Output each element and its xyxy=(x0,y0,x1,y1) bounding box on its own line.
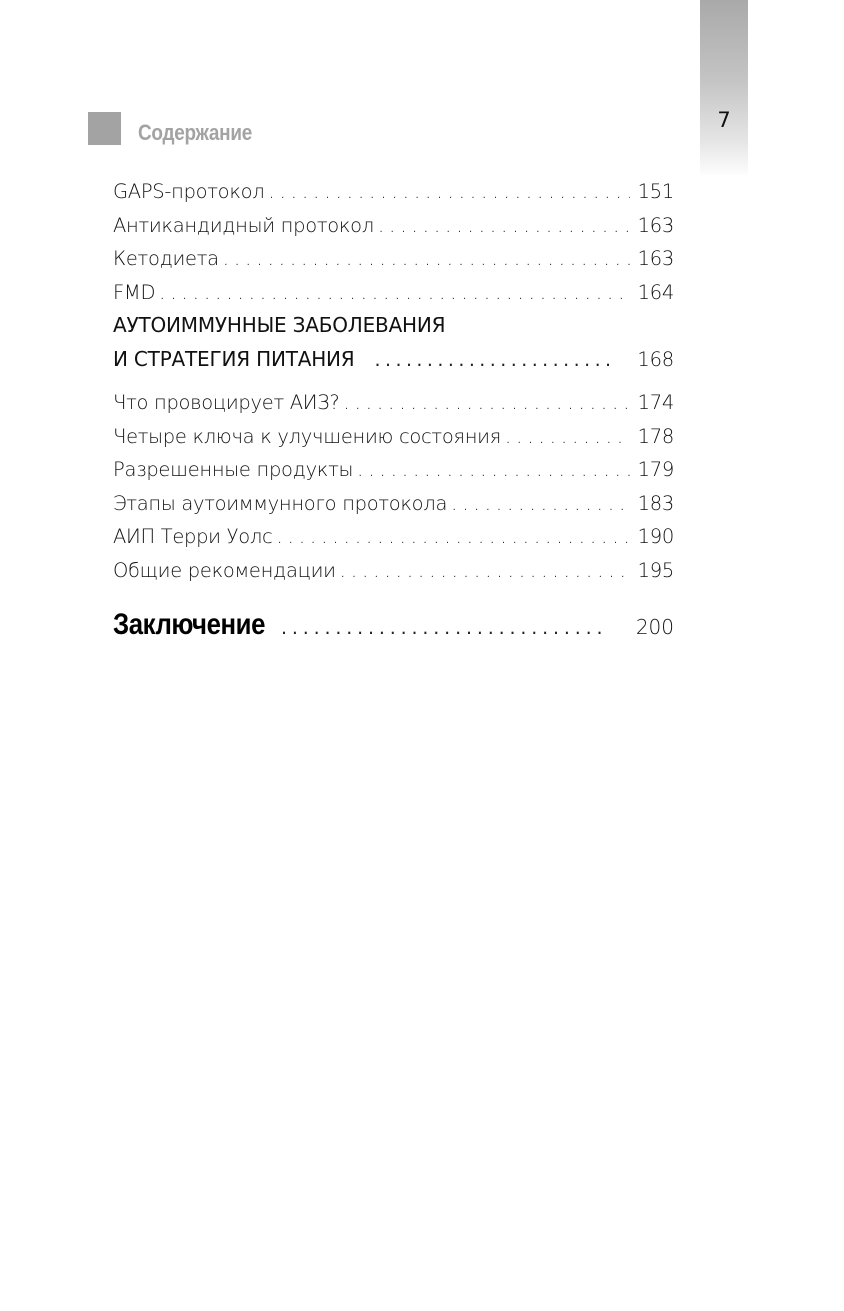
dot-leader xyxy=(357,453,630,487)
toc-entry-label: Этапы аутоиммунного протокола xyxy=(113,491,448,515)
dot-leader xyxy=(451,487,630,521)
toc-entry-page: 151 xyxy=(637,180,674,203)
toc-entry-page: 179 xyxy=(637,458,674,481)
toc-entry-label: GAPS-протокол xyxy=(113,180,265,203)
toc-entry-label: Кетодиета xyxy=(113,247,219,270)
section-heading-line2: И СТРАТЕГИЯ ПИТАНИЯ xyxy=(113,346,355,371)
toc-entry-label: Антикандидный протокол xyxy=(113,213,374,237)
toc-entry[interactable] xyxy=(113,420,674,454)
toc-entry[interactable] xyxy=(113,386,674,420)
toc-section-heading[interactable] xyxy=(113,309,674,376)
toc-entry[interactable] xyxy=(113,209,674,243)
toc-entry-label: Что провоцирует АИЗ? xyxy=(113,391,340,414)
dot-leader xyxy=(505,420,630,454)
toc-entry[interactable] xyxy=(113,276,674,310)
dot-leader xyxy=(378,209,630,243)
toc-entry-label: Разрешенные продукты xyxy=(113,458,354,481)
toc-entry-page: 163 xyxy=(637,247,674,270)
dot-leader xyxy=(268,175,630,209)
toc-entry-label: Четыре ключа к улучшению состояния xyxy=(113,424,501,448)
toc-entry-page: 183 xyxy=(637,491,674,515)
section-heading-page: 168 xyxy=(637,347,674,371)
toc-entry[interactable] xyxy=(113,487,674,521)
toc-entry-label: АИП Терри Уолс xyxy=(113,525,273,548)
table-of-contents xyxy=(113,175,674,645)
toc-entry-page: 163 xyxy=(637,213,674,237)
dot-leader xyxy=(281,608,608,648)
toc-entry-page: 164 xyxy=(637,280,674,304)
toc-entry[interactable] xyxy=(113,242,674,276)
dot-leader xyxy=(343,386,630,420)
toc-entry[interactable] xyxy=(113,175,674,209)
dot-leader xyxy=(276,520,630,554)
page-number: 7 xyxy=(717,108,731,132)
toc-final-label: Заключение xyxy=(113,608,266,641)
header-marker-square xyxy=(88,112,121,145)
dot-leader xyxy=(340,554,630,588)
page-title: Содержание xyxy=(138,120,252,145)
section-heading-line1: АУТОИММУННЫЕ ЗАБОЛЕВАНИЯ xyxy=(113,313,446,337)
section-heading-line2-row xyxy=(113,343,674,377)
toc-entry[interactable] xyxy=(113,453,674,487)
toc-entry-page: 195 xyxy=(637,558,674,582)
spacer xyxy=(113,376,674,386)
toc-final-entry[interactable] xyxy=(113,605,674,645)
dot-leader xyxy=(223,242,630,276)
toc-entry-label: FMD xyxy=(113,280,156,304)
toc-entry-page: 190 xyxy=(637,525,674,548)
toc-entry[interactable] xyxy=(113,520,674,554)
dot-leader xyxy=(375,344,614,378)
toc-entry-page: 178 xyxy=(637,424,674,448)
toc-entry[interactable] xyxy=(113,554,674,588)
toc-entry-page: 174 xyxy=(637,391,674,414)
dot-leader xyxy=(159,276,630,310)
toc-final-page: 200 xyxy=(635,615,674,639)
toc-entry-label: Общие рекомендации xyxy=(113,558,336,582)
page-edge-tab xyxy=(700,0,748,178)
spacer xyxy=(113,587,674,605)
